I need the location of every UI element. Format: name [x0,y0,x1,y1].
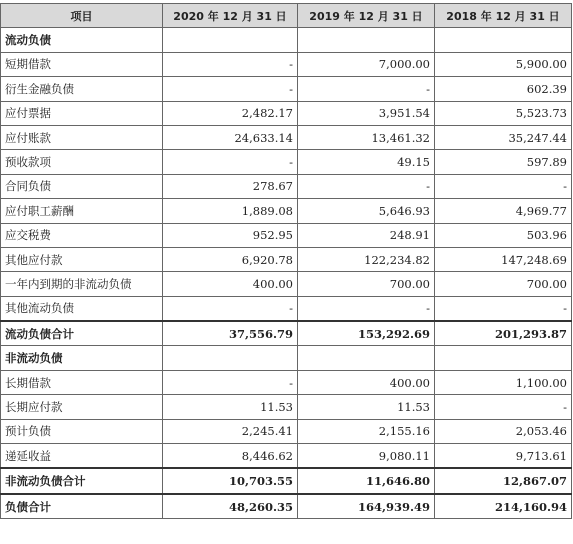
section-row [1,28,572,52]
cell-2019: 49.15 [298,150,435,174]
cell-2019: 13,461.32 [298,125,435,149]
row-label: 其他应付款 [1,247,163,271]
cell-2018 [435,28,572,52]
cell-2018: 1,100.00 [435,370,572,394]
cell-2020: - [163,77,298,101]
row-label: 流动负债 [1,28,163,52]
cell-2019: 153,292.69 [298,321,435,346]
row-label: 递延收益 [1,444,163,469]
cell-2019: 164,939.49 [298,494,435,519]
cell-2018: 201,293.87 [435,321,572,346]
cell-2020: 24,633.14 [163,125,298,149]
table-row [1,444,572,469]
cell-2020: 952.95 [163,223,298,247]
cell-2018 [435,346,572,370]
table-row [1,247,572,271]
cell-2020: 10,703.55 [163,468,298,493]
cell-2020: 37,556.79 [163,321,298,346]
row-label: 负债合计 [1,494,163,519]
cell-2020: - [163,150,298,174]
row-label: 预收款项 [1,150,163,174]
table-row [1,52,572,76]
cell-2020: 400.00 [163,272,298,296]
cell-2020: - [163,370,298,394]
table-row [1,77,572,101]
table-row [1,150,572,174]
table-row [1,125,572,149]
cell-2019: 2,155.16 [298,419,435,443]
total-row [1,494,572,519]
header-item: 项目 [1,4,163,28]
row-label: 其他流动负债 [1,296,163,321]
liabilities-table-container [0,3,572,519]
row-label: 合同负债 [1,174,163,198]
cell-2018: 5,523.73 [435,101,572,125]
row-label: 应付职工薪酬 [1,199,163,223]
cell-2019: 122,234.82 [298,247,435,271]
table-row [1,101,572,125]
row-label: 一年内到期的非流动负债 [1,272,163,296]
table-row [1,395,572,419]
header-2020: 2020 年 12 月 31 日 [163,4,298,28]
cell-2018: 4,969.77 [435,199,572,223]
cell-2018: - [435,395,572,419]
cell-2020: 2,482.17 [163,101,298,125]
total-row [1,468,572,493]
cell-2019: 7,000.00 [298,52,435,76]
cell-2020: 2,245.41 [163,419,298,443]
table-row [1,272,572,296]
liabilities-table [0,3,572,519]
row-label: 非流动负债 [1,346,163,370]
cell-2019: 11.53 [298,395,435,419]
cell-2018: 147,248.69 [435,247,572,271]
cell-2019: 3,951.54 [298,101,435,125]
cell-2020 [163,346,298,370]
cell-2020: 6,920.78 [163,247,298,271]
cell-2018: 5,900.00 [435,52,572,76]
cell-2018: 9,713.61 [435,444,572,469]
header-2018: 2018 年 12 月 31 日 [435,4,572,28]
cell-2020: 1,889.08 [163,199,298,223]
row-label: 预计负债 [1,419,163,443]
section-row [1,346,572,370]
cell-2019: 400.00 [298,370,435,394]
cell-2019: 5,646.93 [298,199,435,223]
cell-2020: 8,446.62 [163,444,298,469]
table-row [1,174,572,198]
row-label: 长期应付款 [1,395,163,419]
cell-2020: 278.67 [163,174,298,198]
cell-2020 [163,28,298,52]
cell-2019: 248.91 [298,223,435,247]
cell-2018: 12,867.07 [435,468,572,493]
cell-2019: - [298,296,435,321]
row-label: 非流动负债合计 [1,468,163,493]
cell-2018: 700.00 [435,272,572,296]
row-label: 长期借款 [1,370,163,394]
cell-2019 [298,346,435,370]
cell-2018: 35,247.44 [435,125,572,149]
cell-2018: - [435,296,572,321]
row-label: 衍生金融负债 [1,77,163,101]
row-label: 应付票据 [1,101,163,125]
table-row [1,296,572,321]
table-row [1,370,572,394]
cell-2019: 700.00 [298,272,435,296]
table-row [1,223,572,247]
cell-2019: 11,646.80 [298,468,435,493]
cell-2018: 597.89 [435,150,572,174]
cell-2018: 503.96 [435,223,572,247]
cell-2019: - [298,174,435,198]
cell-2020: 11.53 [163,395,298,419]
row-label: 应付账款 [1,125,163,149]
cell-2018: 602.39 [435,77,572,101]
total-row [1,321,572,346]
cell-2020: - [163,52,298,76]
cell-2019: 9,080.11 [298,444,435,469]
cell-2018: 2,053.46 [435,419,572,443]
cell-2018: 214,160.94 [435,494,572,519]
row-label: 流动负债合计 [1,321,163,346]
cell-2020: 48,260.35 [163,494,298,519]
table-row [1,199,572,223]
table-body [1,28,572,519]
row-label: 短期借款 [1,52,163,76]
row-label: 应交税费 [1,223,163,247]
table-row [1,419,572,443]
cell-2019 [298,28,435,52]
table-header-row [1,4,572,28]
cell-2019: - [298,77,435,101]
cell-2018: - [435,174,572,198]
header-2019: 2019 年 12 月 31 日 [298,4,435,28]
cell-2020: - [163,296,298,321]
